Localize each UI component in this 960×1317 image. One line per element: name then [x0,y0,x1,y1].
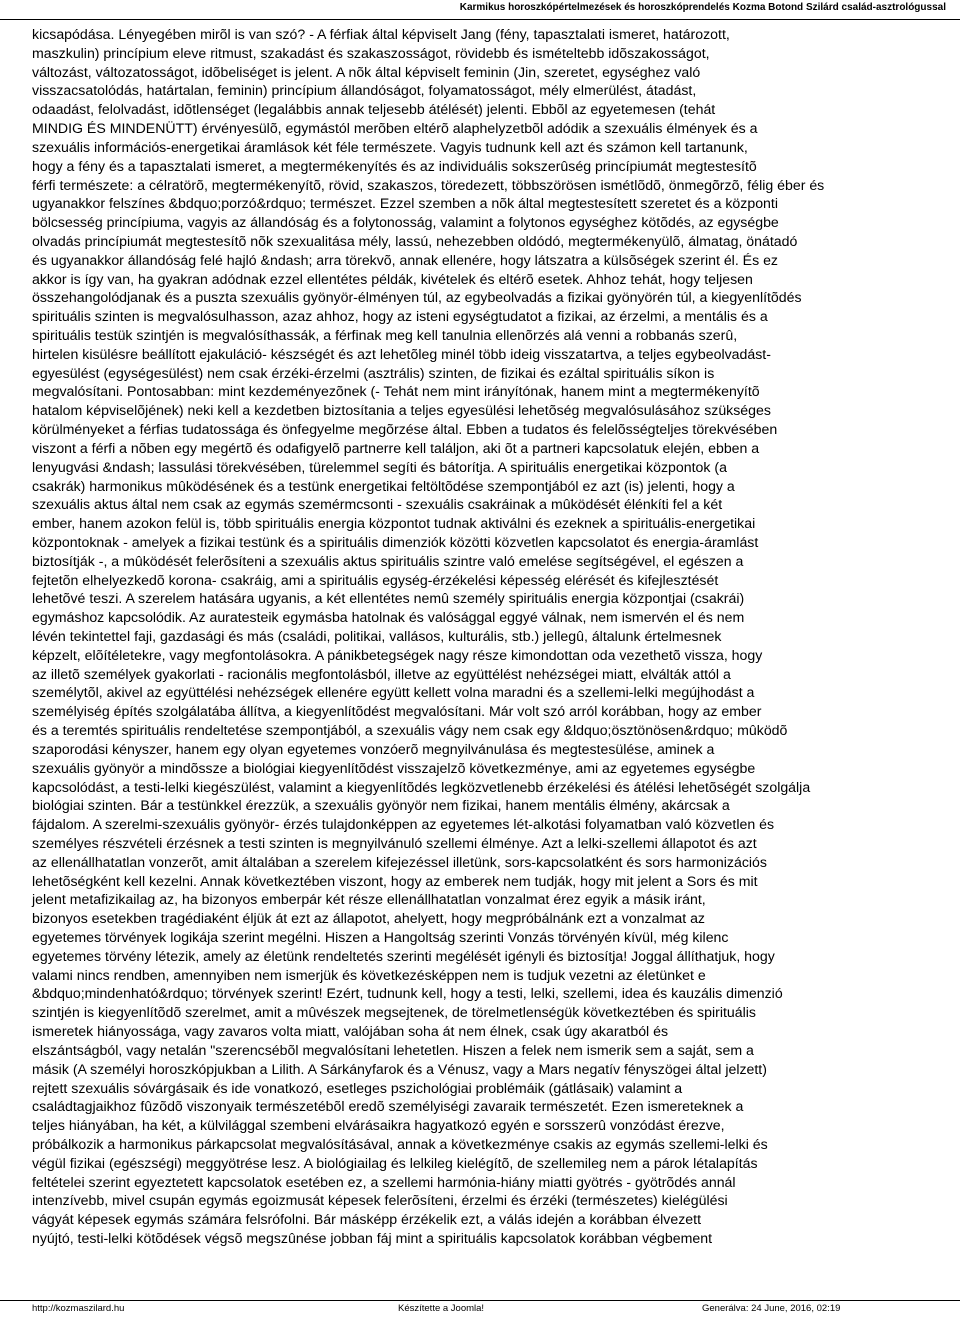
article-line: egyetemes törvény létezik, amely az életünk rendeltetés szerinti megélését igényli és biztosítja! Joggal állíthatjuk, hogy [32,948,775,965]
article-line: &bdquo;mindenható&rdquo; törvények szerint! Ezért, tudnunk kell, hogy a testi, lelki, szellemi, idea és kauzális dimenzió [32,986,783,1003]
page-footer [0,1300,960,1317]
article-line: végül fizikai (egészségi) meggyötrése lesz. A biológiailag és lelkileg kielégítõ, de szellemileg nem a párok létalapítás [32,1155,758,1172]
article-line: szexuális aktus által nem csak az egymás szemérmcsonti - szexuális csakráinak a mûködését élénkíti fel a két [32,497,723,514]
article-line: odaadást, felolvadást, idõtlenséget (legalábbis annak teljesebb átélését) jelenti. Ebbõl az egyetemesen (tehát [32,102,716,119]
article-line: összehangolódjanak és a puszta szexuális gyönyör-élményen túl, az egybeolvadás a fizikai gyönyörén túl, a kiegyenlítõdés [32,290,802,307]
article-line: változást, változatosságot, idõbeliséget is jelent. A nõk által képviselt feminin (Jin, szeretet, egységhez való [32,64,701,81]
article-line: biológiai szinten. Bár a testünkkel érezzük, a szexuális gyönyör nem fizikai, hanem mentális élmény, akárcsak a [32,798,730,815]
article-line: nyújtó, testi-lelki kötõdések végsõ megszûnése jobban fáj mint a spirituális kapcsolatok korábban végbement [32,1231,713,1247]
article-line: hogy a fény és a tapasztalati ismeret, a megtermékenyítés és az individuális sokszerûség princípiumát megtestesítõ [32,158,757,175]
page-header [0,0,960,20]
article-line: lévén tekintettel faji, gazdasági és más (családi, politikai, vallásos, kulturális, stb.) jellegû, általunk értelmesnek [32,629,722,645]
article-line: elszántságból, vagy netalán "szerencsébõl megvalósítani lehetetlen. Hiszen a felek nem ismerik sem a saját, sem a [32,1042,754,1059]
article-line: spirituális testük szintjén is megvalósíthassák, a férfinak meg kell tanulnia ellenõrzés alá venni a robbanás szerû, [32,328,738,344]
article-line: egyetemes törvények logikája szerint megélni. Hiszen a Hangoltság szerinti Vonzás törvényén kívül, még kilenc [32,930,729,946]
article-line: akkor is így van, ha gyakran adódnak ezzel ellentétes példák, kivételek és eltérõ esetek. Ahhoz tehát, hogy teljesen [32,271,753,288]
article-line: lehetõvé teszi. A szerelem hatására ugyanis, a két ellentétes nemû személy spirituális energia központjai (csakrái) [32,591,745,608]
article-line: szintjén is kiegyenlítõdõ szerelmet, amit a mûvészek megsejtenek, de törelmetlenségük következtében és spirituális [32,1005,756,1022]
article-line: hirtelen kisülésre beállított ejakuláció- készségét és azt lehetõleg minél több ideig visszatartva, a teljes egybeolvadást- [32,346,771,363]
article-line: feltételei szerint egyeztetett kapcsolatok esetében ez, a szellemi harmónia-hiány miatti gyötrés - gyötrõdés annál [32,1174,736,1191]
site-title: Karmikus horoszkópértelmezések és horoszkóprendelés Kozma Botond Szilárd család-asztrológussal [459,2,946,13]
article-line: személyiség építés szolgálatába állítva, a kiegyenlítõdést megvalósítani. Már volt szó arról korábban, hogy az ember [32,704,762,721]
article-line: egymáshoz kapcsolódik. Az auratesteik egymásba hatolnak és valósággal eggyé válnak, nem ismervén el és nem [32,610,745,627]
article-line: bizonyos esetekben tragédiaként éljük át ezt az állapotot, ahelyett, hogy megpróbálnánk ezt a vonzalmat az [32,911,705,928]
article-line: bölcsesség princípiuma, vagyis az állandóság és a folytonosság, valamint a folytonos egységhez kötõdés, az egységbe [32,215,779,232]
article-line: fejtetõn elhelyezkedõ korona- csakráig, ami a spirituális egység-érzékelési képesség elérését és kifejlesztését [32,572,719,589]
article-line: az illetõ személyek gyakorlati - racionális megfontolásból, illetve az együttélést nehézségei miatt, elválták attól a [32,666,731,683]
article-line: családtagjaikhoz fûzõdõ viszonyaik természetébõl eredõ személyiségi zavaraik természetét. Ezen ismereteknek a [32,1099,744,1116]
article-line: megvalósítani. Pontosabban: mint kezdeményezõnek (- Tehát nem mint irányítónak, hanem mint a megtermékenyítõ [32,384,760,401]
article-line: egyesülést (egységesülést) nem csak érzéki-érzelmi (asztrális) szinten, de fizikai és ezáltal spirituális síkon is [32,365,715,382]
article-line: vágyát képesek egymás számára felsrófolni. Bár másképp érzékelik ezt, a válás idején a korábban élvezett [32,1212,702,1229]
article-line: rejtett szexuális sóvárgásaik és ide vonatkozó, esetleges pszichológiai problémáik (gátlásaik) valamint a [32,1080,683,1097]
article-line: ismeretek hiányossága, vagy zavaros volta miatt, valójában soha át nem élnek, csak úgy akaratból és [32,1024,669,1041]
article-line: teljes hiányában, ha két, a külvilággal szembeni elvárásaikra hagyatkozó egyén e sorsszerû vonzódást érezve, [32,1118,725,1135]
article-line: viszont a férfi a nõben egy megértõ és odafigyelõ partnerre kell találjon, aki õt a partneri kapcsolatuk elején, ebben a [32,440,760,457]
article-line: központoknak - amelyek a fizikai testünk és a spirituális dimenziók közötti közvetlen kapcsolatot és energia-áramlást [32,534,759,551]
article-line: lehetõségként kell kezelni. Annak következtében viszont, hogy az emberek nem tudják, hogy mit jelent a Sors és mit [32,873,758,890]
article-line: kicsapódása. Lényegében mirõl is van szó? - A férfiak által képviselt Jang (fény, tapasztalati ismeret, határozott, [32,27,730,43]
article-line: férfi természete: a célratörõ, megtermékenyítõ, rövid, szakaszos, töredezett, többszörösen ismétlõdõ, önmegõrzõ, félig éber és [32,177,825,194]
article-line: hatalom képviselõjének) neki kell a kezdetben biztosítania a teljes egyesülési lehetõség megvalósulásához szükséges [32,403,771,420]
article-line: csakrák) harmonikus mûködésének és a testünk energetikai feltöltõdése szempontjából ez azt (is) jelenti, hogy a [32,478,735,495]
article-line: személytõl, akivel az együttélési nehézségek ellenére együtt kellett volna maradni és a szellemi-lelki megújhodást a [32,685,755,702]
article-line: és ugyanakkor állandóság felé hajló &ndash; arra törekvõ, annak ellenére, hogy látszatra a külsõségek szerint él. És ez [32,252,779,269]
article-line: személyes részvételi érzésnek a testi szinten is megnyilvánuló szellemi élménye. Azt a lelki-szellemi állapotot és azt [32,835,757,852]
article-line: visszacsatolódás, határtalan, feminin) princípium állandóságot, folyamatosságot, mély elmerülést, átadást, [32,83,697,100]
article-line: MINDIG ÉS MINDENÜTT) érvényesülõ, egymástól merõben eltérõ alaphelyzetbõl adódik a szexuális élmények és a [32,121,758,138]
article-line: próbálkozik a harmonikus párkapcsolat megvalósításával, annak a következménye csakis az egymás szellemi-lelki és [32,1136,768,1153]
article-line: spirituális szinten is megvalósulhasson, azaz ahhoz, hogy az isteni egységtudatot a fizikai, az érzelmi, a mentális és a [32,309,768,326]
article-line: szaporodási kényszer, hanem egy olyan egyetemes vonzóerõ megnyilvánulása és megtestesülése, aminek a [32,741,715,758]
article-line: fájdalom. A szerelmi-szexuális gyönyör- érzés tulajdonképpen az egyetemes lét-alkotási folyamatban való közvetlen és [32,817,775,834]
article-line: biztosítják -, a mûködését felerõsíteni a szexuális aktus spirituális szintre való emelése segítségével, el egészen a [32,553,744,570]
article-line: kapcsolódást, a testi-lelki kiegészülést, valamint a kiegyenlítõdés legközvetlenebb érzékelési és átélési lehetõségét szolgálja [32,779,811,796]
article-line: képzelt, elõítéletekre, vagy megfontolásokra. A pánikbetegségek nagy része kimondottan oda vezethetõ vissza, hogy [32,647,763,664]
article-line: másik (A személyi horoszkópjukban a Lilith. A Sárkányfarok és a Vénusz, vagy a Mars negatív fényszögei által jelzett) [32,1061,767,1078]
article-line: ugyanakkor felszínes &bdquo;porzó&rdquo; természet. Ezzel szemben a nõk által megtestesített szeretet és a központi [32,196,778,213]
article-line: és a teremtés spirituális rendeltetése szempontjából, a szexuális vágy nem csak egy &ldquo;ösztönösen&rdquo; mûködõ [32,723,788,740]
article-line: szexuális információs-energetikai áramlások két féle természete. Vagyis tudnunk kell azt és számon kell tartanunk, [32,139,748,156]
footer-generated-date: Generálva: 24 June, 2016, 02:19 [702,1303,841,1314]
article-body [32,26,960,1249]
article-line: valami nincs rendben, amennyiben nem ismerjük és következésképpen nem is tudjuk vezetni az életünket e [32,967,706,984]
article-line: szexuális gyönyör a mindõssze a biológiai kiegyenlítõdést visszajelzõ következménye, ami az egyetemes egységbe [32,760,756,777]
article-line: ember, hanem azokon felül is, több spirituális energia központot tudnak aktiválni és ezeknek a spirituális-energetikai [32,516,756,533]
article-line: maszkulin) princípium eleve ritmust, szakadást és szakaszosságot, rövidebb és ismételtebb idõszakosságot, [32,45,710,62]
article-line: körülményeket a férfias tudatossága és önfegyelme megõrzése által. Ebben a tudatos és felelõsségteljes törekvésében [32,422,778,439]
footer-credit: Készítette a Joomla! [398,1303,485,1314]
footer-url-link[interactable]: http://kozmaszilard.hu [32,1303,125,1314]
article-line: lenyugvási &ndash; lassulási törekvésében, türelemmel segíti és bátorítja. A spirituális energetikai központok (a [32,459,727,476]
article-line: olvadás princípiumát megtestesítõ nõk szexualitása mély, lassú, nehezebben oldódó, megtermékenyülõ, álmatag, önátadó [32,233,798,250]
article-line: intenzívebb, mivel csupán egymás egoizmusát képesek felerõsíteni, érzelmi és érzéki (természetes) kielégülési [32,1193,728,1210]
article-line: jelent metafizikailag az, ha bizonyos emberpár két része ellenállhatatlan vonzalmat érez egyik a másik iránt, [32,892,706,909]
article-line: az ellenállhatatlan vonzerõt, amit általában a szerelem kifejezéssel illetünk, sors-kapcsolatként és sors harmonizációs [32,854,767,871]
